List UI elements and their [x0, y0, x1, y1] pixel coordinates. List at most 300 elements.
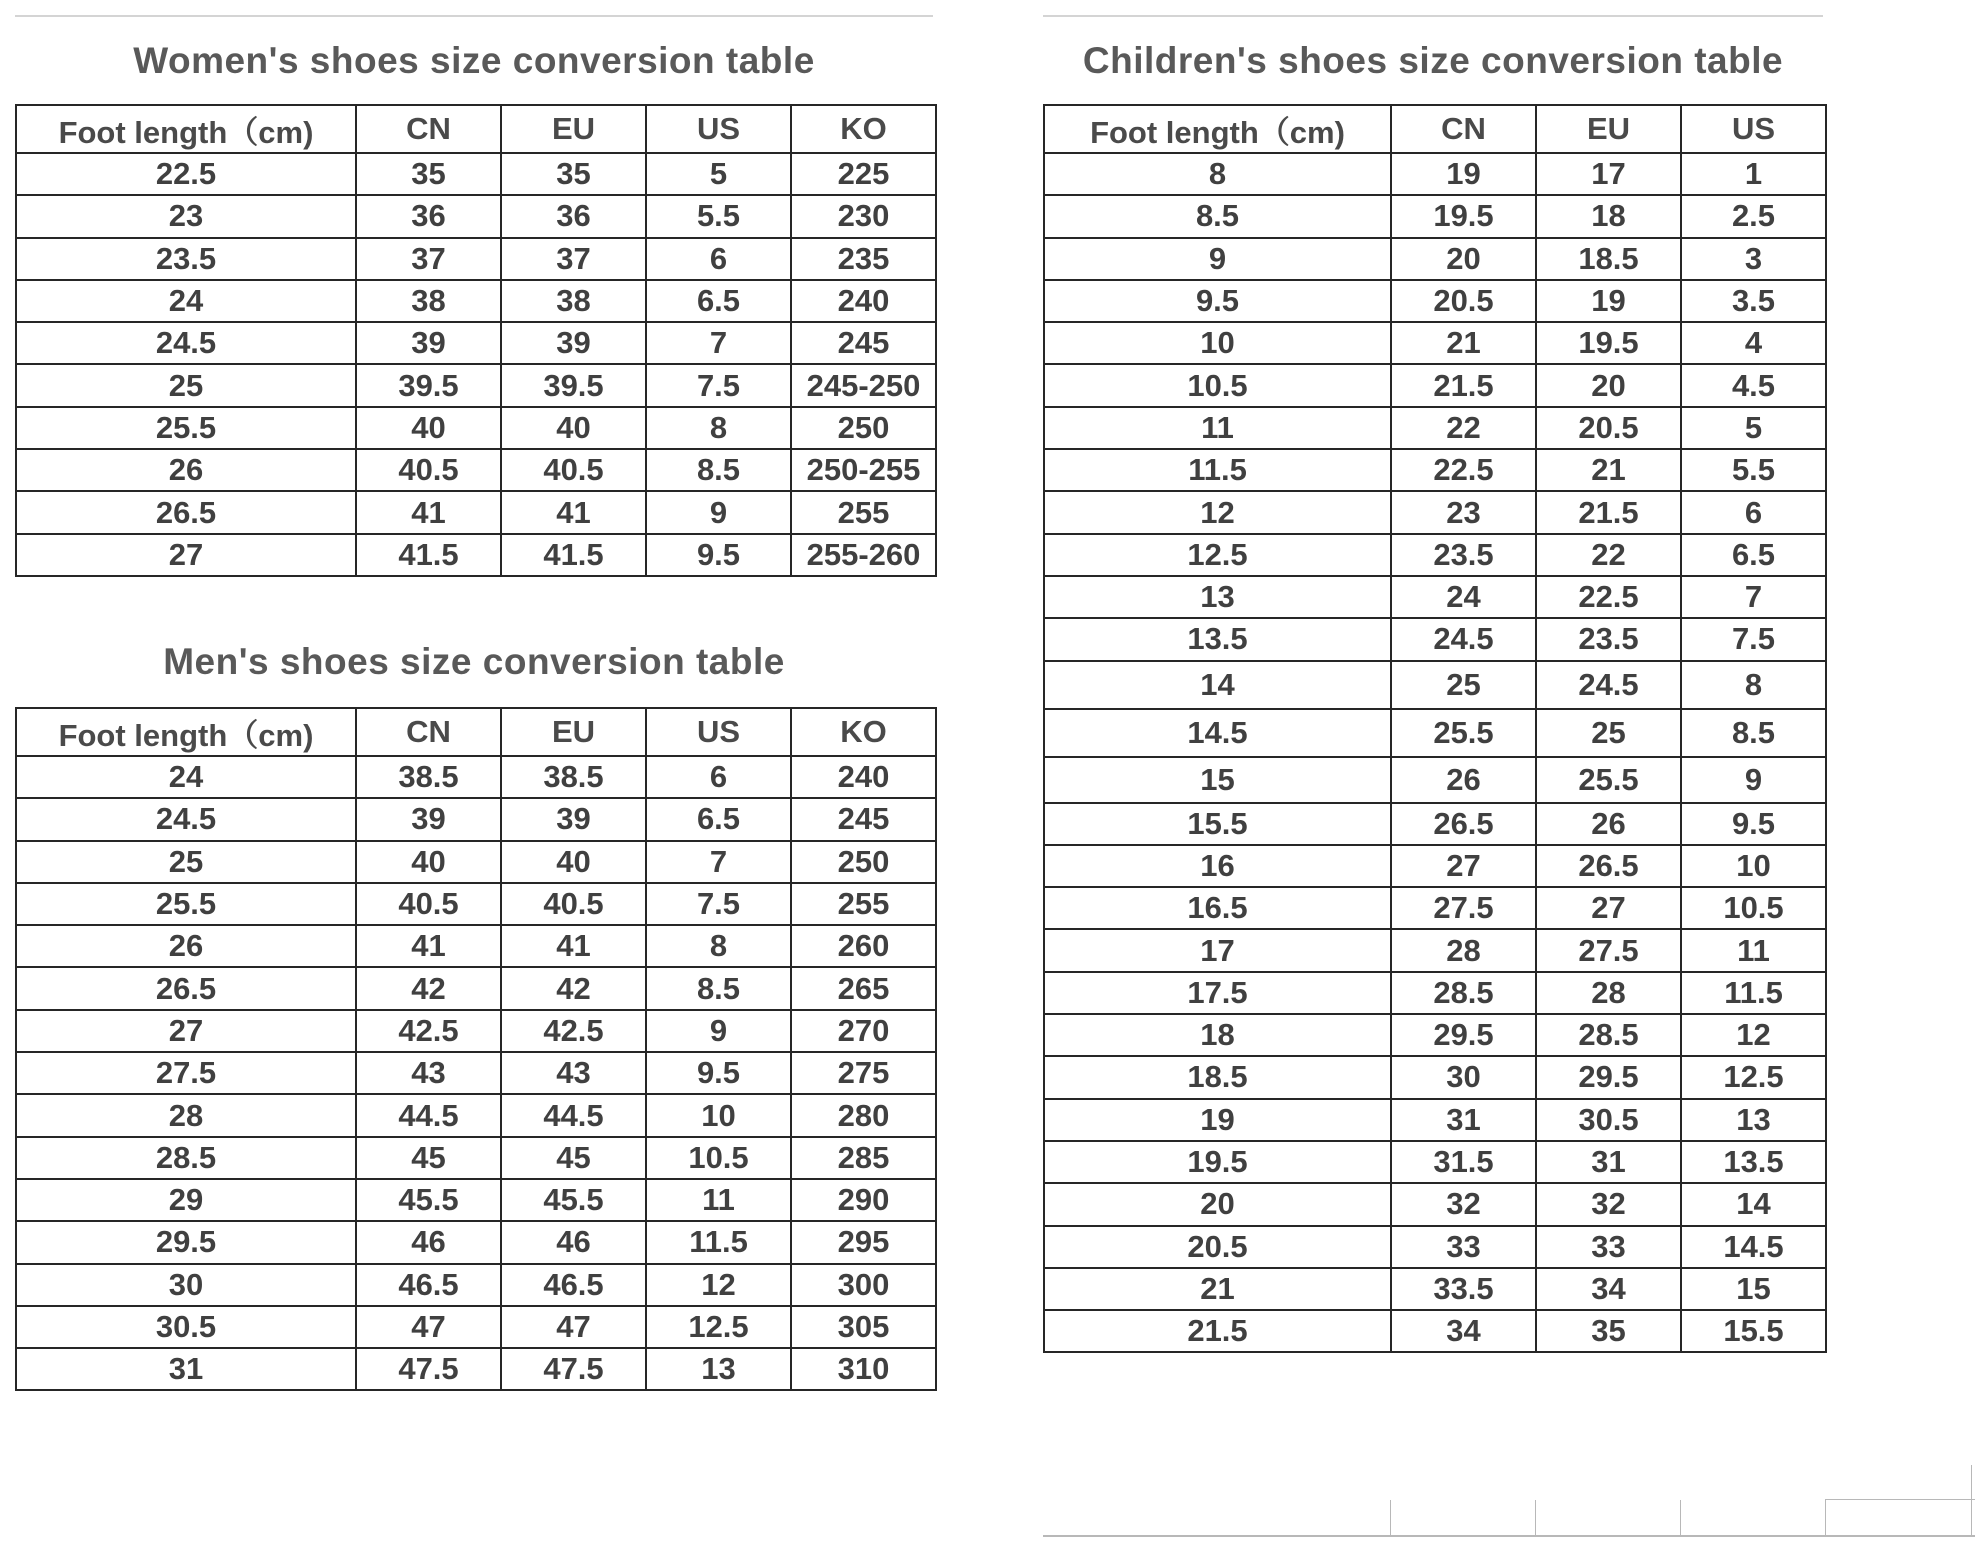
cell-eu: 45.5	[501, 1179, 646, 1221]
table-row	[16, 841, 936, 883]
cell-ko: 250	[791, 841, 936, 883]
cell-foot-length: 25.5	[16, 407, 356, 449]
cell-eu: 35	[1536, 1310, 1681, 1352]
cell-eu: 25	[1536, 709, 1681, 757]
cell-foot-length: 16	[1044, 845, 1391, 887]
column-header-us: US	[646, 708, 791, 756]
cell-ko: 300	[791, 1264, 936, 1306]
cell-eu: 28.5	[1536, 1014, 1681, 1056]
cell-ko: 285	[791, 1137, 936, 1179]
cell-eu: 41	[501, 925, 646, 967]
cell-eu: 20.5	[1536, 407, 1681, 449]
cell-eu: 39	[501, 322, 646, 364]
cell-foot-length: 15	[1044, 757, 1391, 803]
cell-eu: 42	[501, 967, 646, 1009]
table-row	[1044, 661, 1826, 709]
men-table-title: Men's shoes size conversion table	[163, 641, 785, 682]
cell-foot-length: 12.5	[1044, 534, 1391, 576]
cell-foot-length: 26	[16, 925, 356, 967]
cell-eu: 24.5	[1536, 661, 1681, 709]
cell-eu: 22	[1536, 534, 1681, 576]
cell-eu: 22.5	[1536, 576, 1681, 618]
column-header-ko: KO	[791, 708, 936, 756]
top-divider-left	[15, 15, 933, 17]
cell-cn: 37	[356, 238, 501, 280]
cell-foot-length: 10.5	[1044, 364, 1391, 406]
cell-us: 14.5	[1681, 1226, 1826, 1268]
cell-eu: 41.5	[501, 534, 646, 576]
cell-us: 7	[646, 841, 791, 883]
table-row	[1044, 929, 1826, 971]
table-row	[16, 407, 936, 449]
table-row	[1044, 757, 1826, 803]
cell-foot-length: 13	[1044, 576, 1391, 618]
cell-foot-length: 27.5	[16, 1052, 356, 1094]
cell-cn: 42.5	[356, 1010, 501, 1052]
cell-us: 9	[646, 1010, 791, 1052]
cell-eu: 44.5	[501, 1094, 646, 1136]
cell-cn: 32	[1391, 1183, 1536, 1225]
column-header-us: US	[646, 105, 791, 153]
cell-cn: 45.5	[356, 1179, 501, 1221]
column-header-eu: EU	[501, 708, 646, 756]
cell-cn: 19	[1391, 153, 1536, 195]
table-row	[16, 883, 936, 925]
cell-eu: 39	[501, 798, 646, 840]
cell-foot-length: 18	[1044, 1014, 1391, 1056]
cell-eu: 41	[501, 491, 646, 533]
cell-cn: 47	[356, 1306, 501, 1348]
cell-us: 10	[1681, 845, 1826, 887]
table-row	[16, 1052, 936, 1094]
cell-eu: 17	[1536, 153, 1681, 195]
cell-us: 7	[1681, 576, 1826, 618]
table-row	[1044, 1226, 1826, 1268]
cell-eu: 40	[501, 407, 646, 449]
cell-us: 14	[1681, 1183, 1826, 1225]
table-row	[1044, 407, 1826, 449]
children-size-table	[1043, 104, 1827, 1353]
cell-us: 3	[1681, 238, 1826, 280]
column-header-foot-length: Foot length（cm)	[16, 105, 356, 153]
cell-cn: 33.5	[1391, 1268, 1536, 1310]
table-row	[16, 756, 936, 798]
cell-ko: 295	[791, 1221, 936, 1263]
cell-us: 13.5	[1681, 1141, 1826, 1183]
cell-cn: 24.5	[1391, 618, 1536, 660]
cell-foot-length: 26	[16, 449, 356, 491]
cell-us: 4	[1681, 322, 1826, 364]
cell-foot-length: 9	[1044, 238, 1391, 280]
cell-cn: 43	[356, 1052, 501, 1094]
cell-foot-length: 24.5	[16, 322, 356, 364]
cell-ko: 275	[791, 1052, 936, 1094]
table-row	[16, 1348, 936, 1390]
cell-us: 11.5	[1681, 972, 1826, 1014]
cell-cn: 28	[1391, 929, 1536, 971]
table-row	[16, 1094, 936, 1136]
cell-ko: 245	[791, 322, 936, 364]
table-row	[16, 153, 936, 195]
cell-cn: 41	[356, 925, 501, 967]
cell-cn: 35	[356, 153, 501, 195]
cell-ko: 230	[791, 195, 936, 237]
cell-us: 5.5	[646, 195, 791, 237]
cell-cn: 24	[1391, 576, 1536, 618]
cell-foot-length: 28.5	[16, 1137, 356, 1179]
cell-cn: 34	[1391, 1310, 1536, 1352]
table-row	[16, 364, 936, 406]
cell-ko: 250	[791, 407, 936, 449]
residual-grid-bottom-line	[1043, 1535, 1975, 1537]
cell-eu: 31	[1536, 1141, 1681, 1183]
column-header-cn: CN	[356, 708, 501, 756]
cell-foot-length: 13.5	[1044, 618, 1391, 660]
cell-foot-length: 23.5	[16, 238, 356, 280]
cell-cn: 23	[1391, 491, 1536, 533]
cell-foot-length: 27	[16, 1010, 356, 1052]
table-row	[16, 1010, 936, 1052]
table-row	[1044, 322, 1826, 364]
cell-us: 6.5	[1681, 534, 1826, 576]
table-row	[1044, 972, 1826, 1014]
cell-us: 8.5	[646, 449, 791, 491]
table-row	[1044, 1141, 1826, 1183]
cell-foot-length: 28	[16, 1094, 356, 1136]
children-table-title: Children's shoes size conversion table	[1082, 40, 1784, 81]
cell-foot-length: 25.5	[16, 883, 356, 925]
cell-foot-length: 23	[16, 195, 356, 237]
cell-cn: 39	[356, 798, 501, 840]
cell-eu: 42.5	[501, 1010, 646, 1052]
cell-ko: 270	[791, 1010, 936, 1052]
cell-eu: 40	[501, 841, 646, 883]
cell-eu: 32	[1536, 1183, 1681, 1225]
table-row	[1044, 1310, 1826, 1352]
cell-ko: 240	[791, 280, 936, 322]
cell-us: 6	[646, 756, 791, 798]
cell-foot-length: 26.5	[16, 967, 356, 1009]
cell-eu: 18	[1536, 195, 1681, 237]
cell-foot-length: 8	[1044, 153, 1391, 195]
children-header-row	[1044, 105, 1826, 153]
cell-eu: 27	[1536, 887, 1681, 929]
cell-us: 8	[646, 925, 791, 967]
cell-us: 2.5	[1681, 195, 1826, 237]
table-row	[16, 449, 936, 491]
cell-us: 12.5	[1681, 1056, 1826, 1098]
cell-eu: 47	[501, 1306, 646, 1348]
cell-cn: 36	[356, 195, 501, 237]
cell-us: 5	[1681, 407, 1826, 449]
cell-foot-length: 9.5	[1044, 280, 1391, 322]
cell-eu: 18.5	[1536, 238, 1681, 280]
cell-foot-length: 11.5	[1044, 449, 1391, 491]
cell-eu: 20	[1536, 364, 1681, 406]
cell-cn: 40	[356, 407, 501, 449]
cell-ko: 255	[791, 883, 936, 925]
table-row	[16, 534, 936, 576]
cell-foot-length: 24	[16, 280, 356, 322]
residual-grid-line	[1390, 1500, 1391, 1536]
residual-grid-line	[1971, 1465, 1972, 1535]
cell-cn: 21.5	[1391, 364, 1536, 406]
cell-foot-length: 19.5	[1044, 1141, 1391, 1183]
cell-foot-length: 17	[1044, 929, 1391, 971]
cell-us: 9.5	[646, 1052, 791, 1094]
cell-foot-length: 15.5	[1044, 803, 1391, 845]
column-header-cn: CN	[1391, 105, 1536, 153]
cell-cn: 29.5	[1391, 1014, 1536, 1056]
cell-cn: 38.5	[356, 756, 501, 798]
cell-foot-length: 30.5	[16, 1306, 356, 1348]
column-header-ko: KO	[791, 105, 936, 153]
table-row	[1044, 1099, 1826, 1141]
cell-eu: 38.5	[501, 756, 646, 798]
cell-ko: 240	[791, 756, 936, 798]
cell-foot-length: 21.5	[1044, 1310, 1391, 1352]
cell-cn: 28.5	[1391, 972, 1536, 1014]
cell-cn: 27	[1391, 845, 1536, 887]
table-row	[16, 1137, 936, 1179]
cell-cn: 42	[356, 967, 501, 1009]
cell-us: 9.5	[646, 534, 791, 576]
cell-foot-length: 22.5	[16, 153, 356, 195]
cell-cn: 33	[1391, 1226, 1536, 1268]
women-table-title: Women's shoes size conversion table	[133, 40, 815, 81]
cell-cn: 40.5	[356, 449, 501, 491]
cell-eu: 21	[1536, 449, 1681, 491]
cell-cn: 39	[356, 322, 501, 364]
table-row	[16, 280, 936, 322]
cell-foot-length: 19	[1044, 1099, 1391, 1141]
cell-eu: 29.5	[1536, 1056, 1681, 1098]
cell-cn: 26.5	[1391, 803, 1536, 845]
cell-us: 8	[1681, 661, 1826, 709]
cell-foot-length: 31	[16, 1348, 356, 1390]
cell-us: 8	[646, 407, 791, 449]
cell-cn: 46.5	[356, 1264, 501, 1306]
table-row	[16, 798, 936, 840]
cell-us: 11.5	[646, 1221, 791, 1263]
table-row	[16, 925, 936, 967]
cell-ko: 235	[791, 238, 936, 280]
men-size-table	[15, 707, 937, 1391]
cell-eu: 40.5	[501, 883, 646, 925]
cell-us: 9	[646, 491, 791, 533]
table-row	[16, 322, 936, 364]
cell-cn: 20.5	[1391, 280, 1536, 322]
table-row	[1044, 1268, 1826, 1310]
cell-cn: 25	[1391, 661, 1536, 709]
cell-us: 7.5	[646, 883, 791, 925]
cell-eu: 19.5	[1536, 322, 1681, 364]
cell-eu: 45	[501, 1137, 646, 1179]
column-header-cn: CN	[356, 105, 501, 153]
cell-us: 7.5	[1681, 618, 1826, 660]
cell-eu: 21.5	[1536, 491, 1681, 533]
cell-cn: 25.5	[1391, 709, 1536, 757]
cell-foot-length: 8.5	[1044, 195, 1391, 237]
cell-us: 12	[646, 1264, 791, 1306]
cell-ko: 290	[791, 1179, 936, 1221]
table-row	[16, 195, 936, 237]
cell-us: 5	[646, 153, 791, 195]
cell-ko: 245	[791, 798, 936, 840]
cell-foot-length: 24.5	[16, 798, 356, 840]
cell-foot-length: 14	[1044, 661, 1391, 709]
cell-us: 13	[646, 1348, 791, 1390]
cell-cn: 30	[1391, 1056, 1536, 1098]
cell-cn: 41	[356, 491, 501, 533]
cell-us: 9	[1681, 757, 1826, 803]
cell-cn: 27.5	[1391, 887, 1536, 929]
cell-cn: 22.5	[1391, 449, 1536, 491]
cell-ko: 305	[791, 1306, 936, 1348]
table-row	[1044, 153, 1826, 195]
men-header-row	[16, 708, 936, 756]
cell-foot-length: 30	[16, 1264, 356, 1306]
cell-ko: 265	[791, 967, 936, 1009]
cell-foot-length: 17.5	[1044, 972, 1391, 1014]
table-row	[1044, 280, 1826, 322]
table-row	[1044, 576, 1826, 618]
cell-cn: 21	[1391, 322, 1536, 364]
cell-eu: 27.5	[1536, 929, 1681, 971]
cell-us: 15	[1681, 1268, 1826, 1310]
table-row	[1044, 887, 1826, 929]
cell-foot-length: 25	[16, 841, 356, 883]
cell-foot-length: 18.5	[1044, 1056, 1391, 1098]
table-row	[1044, 803, 1826, 845]
cell-ko: 260	[791, 925, 936, 967]
cell-cn: 19.5	[1391, 195, 1536, 237]
cell-us: 10.5	[1681, 887, 1826, 929]
cell-foot-length: 20	[1044, 1183, 1391, 1225]
cell-eu: 28	[1536, 972, 1681, 1014]
table-row	[1044, 364, 1826, 406]
column-header-eu: EU	[1536, 105, 1681, 153]
cell-cn: 47.5	[356, 1348, 501, 1390]
table-row	[16, 1264, 936, 1306]
cell-us: 5.5	[1681, 449, 1826, 491]
table-row	[1044, 491, 1826, 533]
cell-cn: 46	[356, 1221, 501, 1263]
cell-eu: 23.5	[1536, 618, 1681, 660]
cell-us: 3.5	[1681, 280, 1826, 322]
cell-cn: 20	[1391, 238, 1536, 280]
cell-eu: 33	[1536, 1226, 1681, 1268]
cell-us: 15.5	[1681, 1310, 1826, 1352]
table-row	[1044, 449, 1826, 491]
cell-ko: 280	[791, 1094, 936, 1136]
column-header-us: US	[1681, 105, 1826, 153]
cell-cn: 44.5	[356, 1094, 501, 1136]
column-header-foot-length: Foot length（cm)	[16, 708, 356, 756]
cell-eu: 37	[501, 238, 646, 280]
cell-eu: 46	[501, 1221, 646, 1263]
column-header-foot-length: Foot length（cm)	[1044, 105, 1391, 153]
cell-eu: 43	[501, 1052, 646, 1094]
cell-us: 10	[646, 1094, 791, 1136]
cell-foot-length: 16.5	[1044, 887, 1391, 929]
table-row	[1044, 618, 1826, 660]
cell-cn: 38	[356, 280, 501, 322]
women-header-row	[16, 105, 936, 153]
cell-cn: 45	[356, 1137, 501, 1179]
table-row	[16, 967, 936, 1009]
table-row	[1044, 709, 1826, 757]
cell-ko: 310	[791, 1348, 936, 1390]
cell-eu: 26	[1536, 803, 1681, 845]
cell-foot-length: 11	[1044, 407, 1391, 449]
cell-ko: 250-255	[791, 449, 936, 491]
cell-foot-length: 29.5	[16, 1221, 356, 1263]
cell-cn: 31.5	[1391, 1141, 1536, 1183]
table-row	[1044, 845, 1826, 887]
cell-foot-length: 12	[1044, 491, 1391, 533]
cell-foot-length: 21	[1044, 1268, 1391, 1310]
cell-us: 12	[1681, 1014, 1826, 1056]
cell-foot-length: 14.5	[1044, 709, 1391, 757]
cell-us: 6.5	[646, 280, 791, 322]
table-row	[1044, 534, 1826, 576]
cell-ko: 255-260	[791, 534, 936, 576]
cell-eu: 30.5	[1536, 1099, 1681, 1141]
cell-foot-length: 24	[16, 756, 356, 798]
cell-foot-length: 20.5	[1044, 1226, 1391, 1268]
cell-us: 9.5	[1681, 803, 1826, 845]
cell-eu: 35	[501, 153, 646, 195]
table-row	[1044, 195, 1826, 237]
table-row	[1044, 1056, 1826, 1098]
cell-eu: 36	[501, 195, 646, 237]
cell-foot-length: 25	[16, 364, 356, 406]
table-row	[16, 1179, 936, 1221]
cell-cn: 22	[1391, 407, 1536, 449]
cell-us: 6	[646, 238, 791, 280]
cell-eu: 26.5	[1536, 845, 1681, 887]
cell-foot-length: 10	[1044, 322, 1391, 364]
residual-grid-line	[1680, 1500, 1681, 1536]
cell-us: 1	[1681, 153, 1826, 195]
table-row	[16, 491, 936, 533]
cell-cn: 31	[1391, 1099, 1536, 1141]
cell-cn: 40.5	[356, 883, 501, 925]
cell-us: 12.5	[646, 1306, 791, 1348]
cell-eu: 34	[1536, 1268, 1681, 1310]
cell-cn: 23.5	[1391, 534, 1536, 576]
residual-grid-line	[1825, 1499, 1975, 1500]
cell-eu: 47.5	[501, 1348, 646, 1390]
cell-us: 6	[1681, 491, 1826, 533]
cell-eu: 19	[1536, 280, 1681, 322]
cell-foot-length: 29	[16, 1179, 356, 1221]
cell-us: 7.5	[646, 364, 791, 406]
cell-ko: 245-250	[791, 364, 936, 406]
column-header-eu: EU	[501, 105, 646, 153]
cell-eu: 46.5	[501, 1264, 646, 1306]
cell-us: 11	[1681, 929, 1826, 971]
cell-cn: 40	[356, 841, 501, 883]
table-row	[1044, 1183, 1826, 1225]
cell-foot-length: 27	[16, 534, 356, 576]
table-row	[1044, 1014, 1826, 1056]
cell-eu: 39.5	[501, 364, 646, 406]
cell-us: 11	[646, 1179, 791, 1221]
table-row	[1044, 238, 1826, 280]
cell-eu: 25.5	[1536, 757, 1681, 803]
